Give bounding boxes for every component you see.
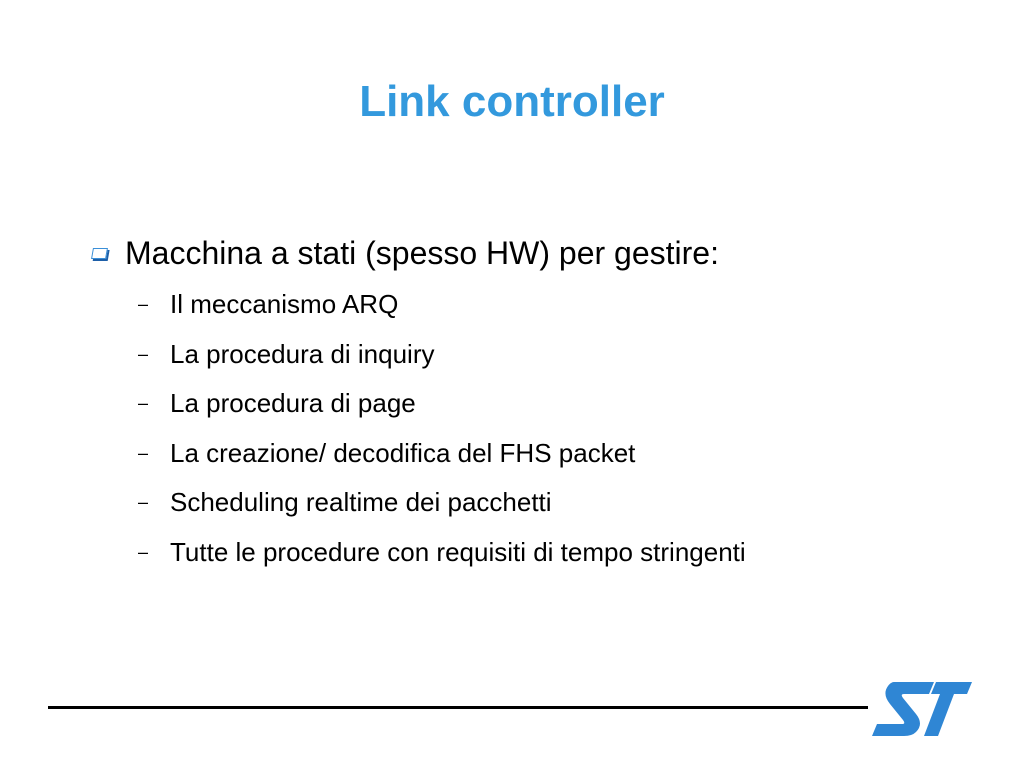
sub-bullet-text: Il meccanismo ARQ xyxy=(170,289,399,319)
sub-bullet-item xyxy=(138,429,968,479)
box-bullet-icon xyxy=(91,248,108,259)
sub-bullet-item xyxy=(138,280,968,330)
dash-marker: – xyxy=(138,492,149,512)
sub-bullet-item xyxy=(138,478,968,528)
slide-title: Link controller xyxy=(359,77,665,126)
dash-marker: – xyxy=(138,442,149,463)
sub-bullet-text: La procedura di inquiry xyxy=(170,338,435,369)
sub-bullet-text: La creazione/ decodifica del FHS packet xyxy=(170,437,636,468)
slide-content xyxy=(88,226,968,577)
dash-marker: – xyxy=(138,294,149,314)
dash-marker: – xyxy=(138,343,149,364)
sub-bullet-text: La procedura di page xyxy=(170,388,416,418)
sub-bullet-item xyxy=(138,379,968,429)
main-bullet xyxy=(88,226,968,280)
sub-bullet-list xyxy=(88,280,968,577)
footer-rule xyxy=(48,706,868,709)
dash-marker: – xyxy=(138,393,149,413)
main-bullet-text: Macchina a stati (spesso HW) per gestire: xyxy=(125,235,719,271)
sub-bullet-item xyxy=(138,528,968,578)
dash-marker: – xyxy=(138,541,149,562)
st-logo-icon xyxy=(872,678,972,740)
sub-bullet-item xyxy=(138,330,968,380)
sub-bullet-text: Scheduling realtime dei pacchetti xyxy=(170,487,552,517)
sub-bullet-text: Tutte le procedure con requisiti di tempo stringenti xyxy=(170,536,746,567)
